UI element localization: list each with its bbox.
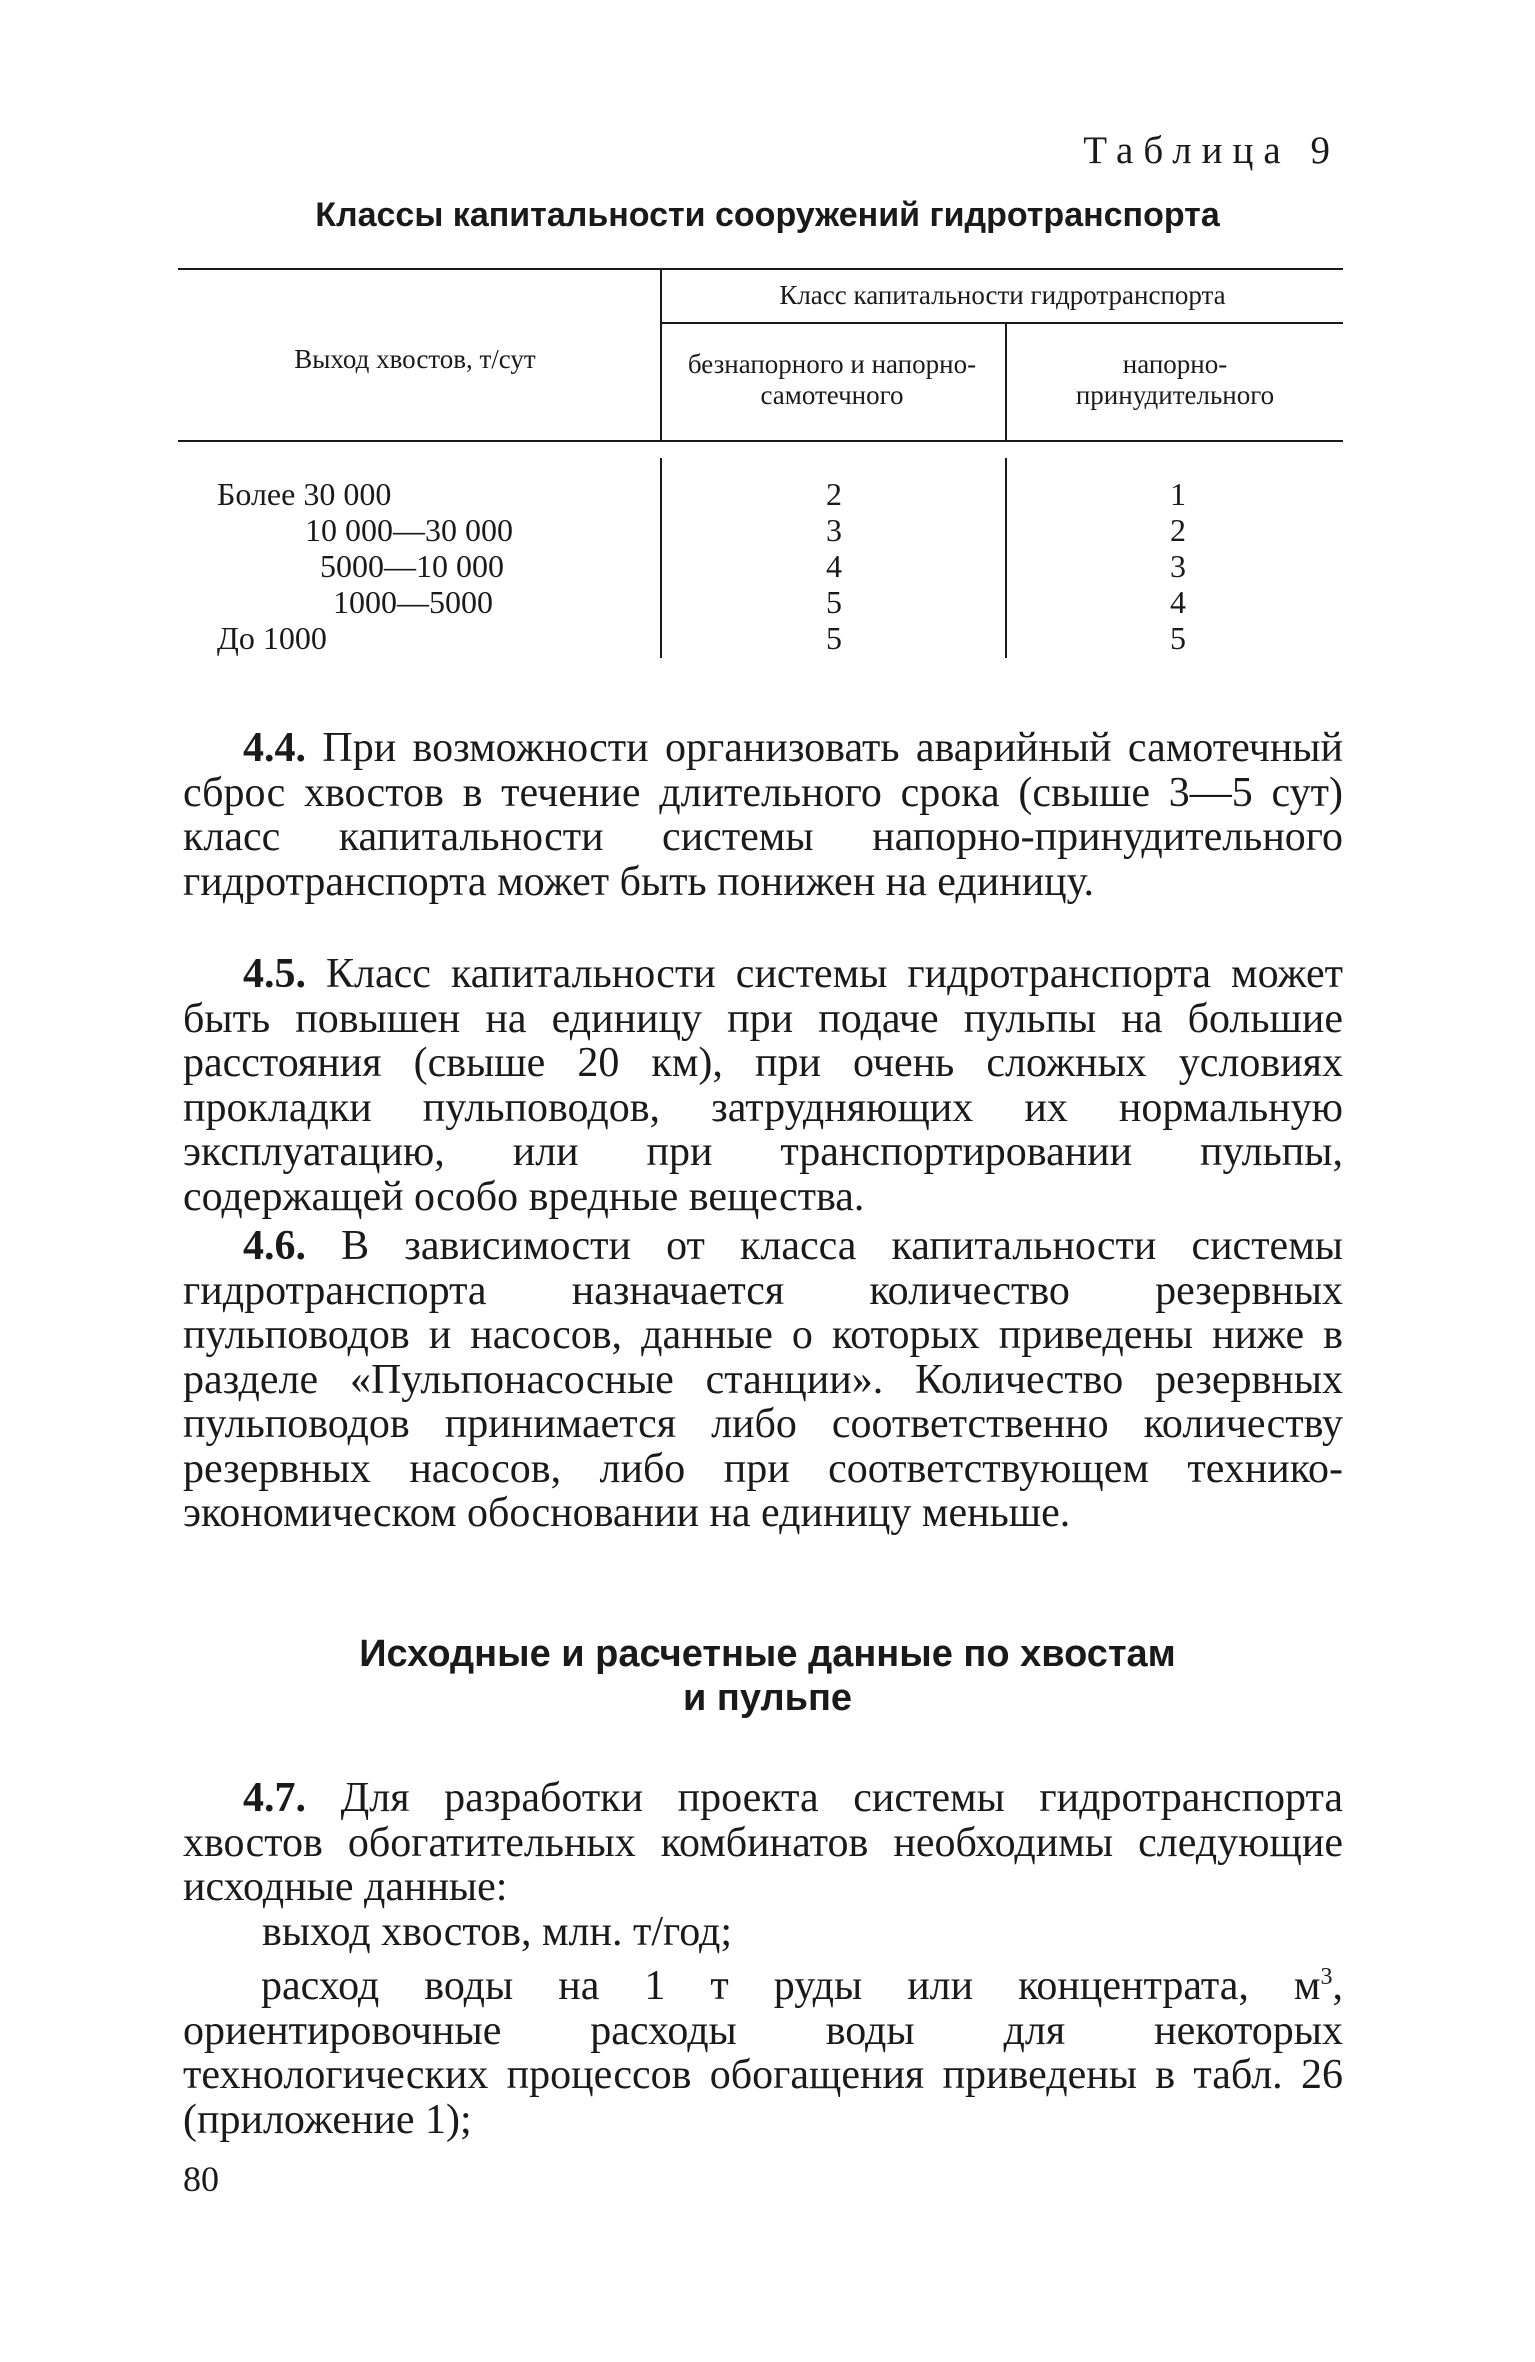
table-cell-pressure: 5 — [1170, 620, 1186, 656]
col-pressure-header: напорно-принудительного — [1075, 349, 1275, 410]
section-title-line: Исходные и расчетные данные по хвостам — [359, 1633, 1176, 1675]
table-cell-pressure: 3 — [1170, 548, 1186, 584]
list-item-text: , ориентировочные расходы воды для некоторых технологических процессов обогащения приведены в табл. 26 (приложение 1); — [183, 1963, 1343, 2143]
col-output-header: Выход хвостов, т/сут — [294, 344, 536, 374]
table-cell-pressure: 4 — [1170, 584, 1186, 620]
paragraph-number: 4.4. — [243, 725, 306, 771]
paragraph-number: 4.6. — [243, 1223, 306, 1269]
table-cell-gravity: 5 — [826, 584, 842, 620]
paragraph-text: В зависимости от класса капитальности системы гидротранспорта назначается количество резервных пульповодов и насосов, данные о которых приведены ниже в разделе «Пульпонасосные станции». Количество резервных пульповодов принимается либо соответственно количеству резервных насосов, либо при соответствующем технико-экономическом обосновании на единицу меньше. — [183, 1223, 1343, 1536]
list-item — [183, 1955, 1343, 2142]
table-row-output: 1000—5000 — [333, 584, 493, 620]
table-cell-pressure: 2 — [1170, 512, 1186, 548]
page-number: 80 — [183, 2159, 219, 2199]
paragraph-text: Для разработки проекта системы гидротранспорта хвостов обогатительных комбинатов необходимы следующие исходные данные: — [183, 1775, 1343, 1910]
table-cell-gravity: 4 — [826, 548, 842, 584]
table-vline-2-header — [1005, 324, 1007, 440]
paragraph-4-4 — [183, 726, 1343, 904]
table-row-output: 10 000—30 000 — [305, 512, 513, 548]
table-cell-gravity: 2 — [826, 476, 842, 512]
paragraph-4-7 — [183, 1776, 1343, 1910]
table-cell-gravity: 3 — [826, 512, 842, 548]
table-header-bottom-rule — [178, 440, 1343, 442]
col-gravity-header: безнапорного и напорно-самотечного — [687, 349, 977, 410]
list-item-text: расход воды на 1 т руды или концентрата, м — [261, 1963, 1321, 2009]
table-row-output: Более 30 000 — [217, 476, 392, 512]
table-label: Таблица 9 — [1083, 129, 1340, 172]
table-row-output: 5000—10 000 — [320, 548, 504, 584]
paragraph-number: 4.5. — [243, 951, 306, 997]
paragraph-text: При возможности организовать аварийный самотечный сброс хвостов в течение длительного срока (свыше 3—5 сут) класс капитальности системы напорно-принудительного гидротранспорта может быть понижен на единицу. — [183, 725, 1344, 905]
table-title: Классы капитальности сооружений гидротранспорта — [315, 196, 1220, 234]
table-row-output: До 1000 — [217, 620, 327, 656]
group-header: Класс капитальности гидротранспорта — [779, 280, 1226, 310]
section-title-line: и пульпе — [682, 1677, 853, 1719]
table-header-divider — [660, 322, 1343, 324]
table-vline-1-body — [660, 458, 662, 658]
table-top-rule — [178, 268, 1343, 270]
section-title — [0, 1632, 1535, 1720]
paragraph-number: 4.7. — [243, 1775, 306, 1821]
list-item: выход хвостов, млн. т/год; — [262, 1909, 733, 1955]
table-vline-1-header — [660, 270, 662, 440]
table-vline-2-body — [1005, 458, 1007, 658]
paragraph-4-5 — [183, 952, 1343, 1219]
paragraph-text: Класс капитальности системы гидротранспорта может быть повышен на единицу при подаче пульпы на большие расстояния (свыше 20 км), при очень сложных условиях прокладки пульповодов, затрудняющих их нормальную эксплуатацию, или при транспортировании пульпы, содержащей особо вредные вещества. — [183, 951, 1344, 1220]
paragraph-4-6 — [183, 1224, 1343, 1536]
superscript: 3 — [1320, 1964, 1333, 1990]
table-cell-pressure: 1 — [1170, 476, 1186, 512]
table-cell-gravity: 5 — [826, 620, 842, 656]
